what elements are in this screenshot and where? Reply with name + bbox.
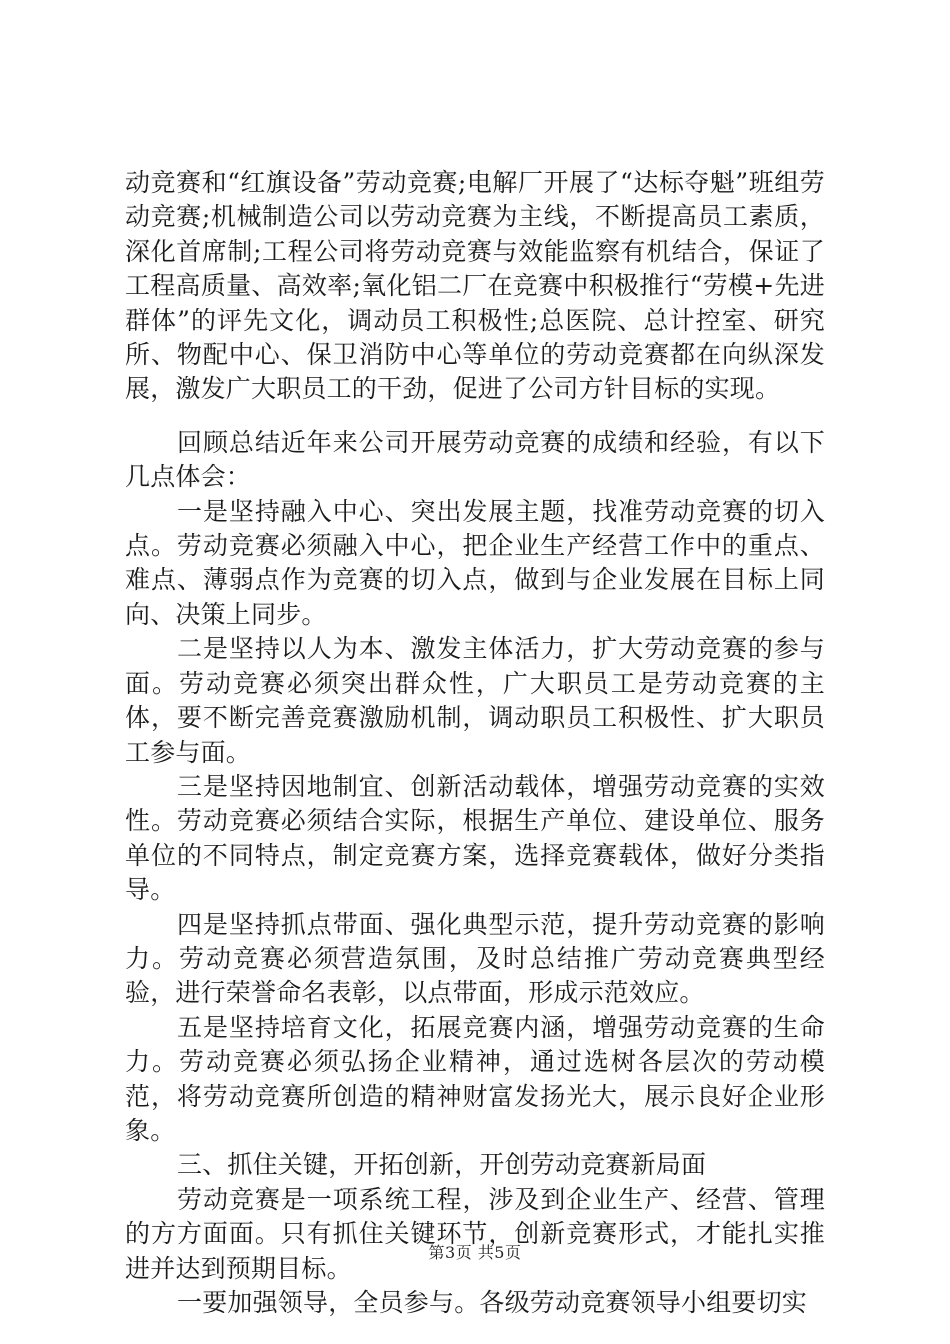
- paragraph-continued-awards: 动竞赛和“红旗设备”劳动竞赛;电解厂开展了“达标夺魁”班组劳动竞赛;机械制造公司以劳动竞赛为主线，不断提高员工素质，深化首席制;工程公司将劳动竞赛与效能监察有机结合，保证了工程高质量、高效率;氧化铝二厂在竞赛中积极推行“劳模+先进群体”的评先文化，调动员工积极性;总医院、总计控室、研究所、物配中心、保卫消防中心等单位的劳动竞赛都在向纵深发展，激发广大职员工的干劲，促进了公司方针目标的实现。: [125, 168, 825, 404]
- paragraph-point-one: 一是坚持融入中心、突出发展主题，找准劳动竞赛的切入点。劳动竞赛必须融入中心，把企业生产经营工作中的重点、难点、薄弱点作为竞赛的切入点，做到与企业发展在目标上同向、决策上同步。: [125, 496, 825, 629]
- paragraph-section-intro: 劳动竞赛是一项系统工程，涉及到企业生产、经营、管理的方方面面。只有抓住关键环节，创新竞赛形式，才能扎实推进并达到预期目标。: [125, 1184, 825, 1283]
- paragraph-first-requirement: 一要加强领导，全员参与。各级劳动竞赛领导小组要切实: [177, 1288, 808, 1317]
- paragraph-point-two: 二是坚持以人为本、激发主体活力，扩大劳动竞赛的参与面。劳动竞赛必须突出群众性，广大职员工是劳动竞赛的主体，要不断完善竞赛激励机制，调动职员工积极性、扩大职员工参与面。: [125, 634, 825, 767]
- paragraph-point-three: 三是坚持因地制宜、创新活动载体，增强劳动竞赛的实效性。劳动竞赛必须结合实际，根据生产单位、建设单位、服务单位的不同特点，制定竞赛方案，选择竞赛载体，做好分类指导。: [125, 771, 825, 905]
- paragraph-review-intro: 回顾总结近年来公司开展劳动竞赛的成绩和经验，有以下几点体会：: [125, 427, 825, 492]
- section-heading-three: 三、抓住关键，开拓创新，开创劳动竞赛新局面: [177, 1150, 707, 1180]
- paragraph-point-four: 四是坚持抓点带面、强化典型示范，提升劳动竞赛的影响力。劳动竞赛必须营造氛围，及时总结推广劳动竞赛典型经验，进行荣誉命名表彰，以点带面，形成示范效应。: [125, 909, 825, 1008]
- document-body: [125, 166, 825, 1320]
- paragraph-point-five: 五是坚持培育文化，拓展竞赛内涵，增强劳动竞赛的生命力。劳动竞赛必须弘扬企业精神，通过选树各层次的劳动模范，将劳动竞赛所创造的精神财富发扬光大，展示良好企业形象。: [125, 1012, 825, 1145]
- page-number-footer: 第3页 共5页: [428, 1243, 522, 1262]
